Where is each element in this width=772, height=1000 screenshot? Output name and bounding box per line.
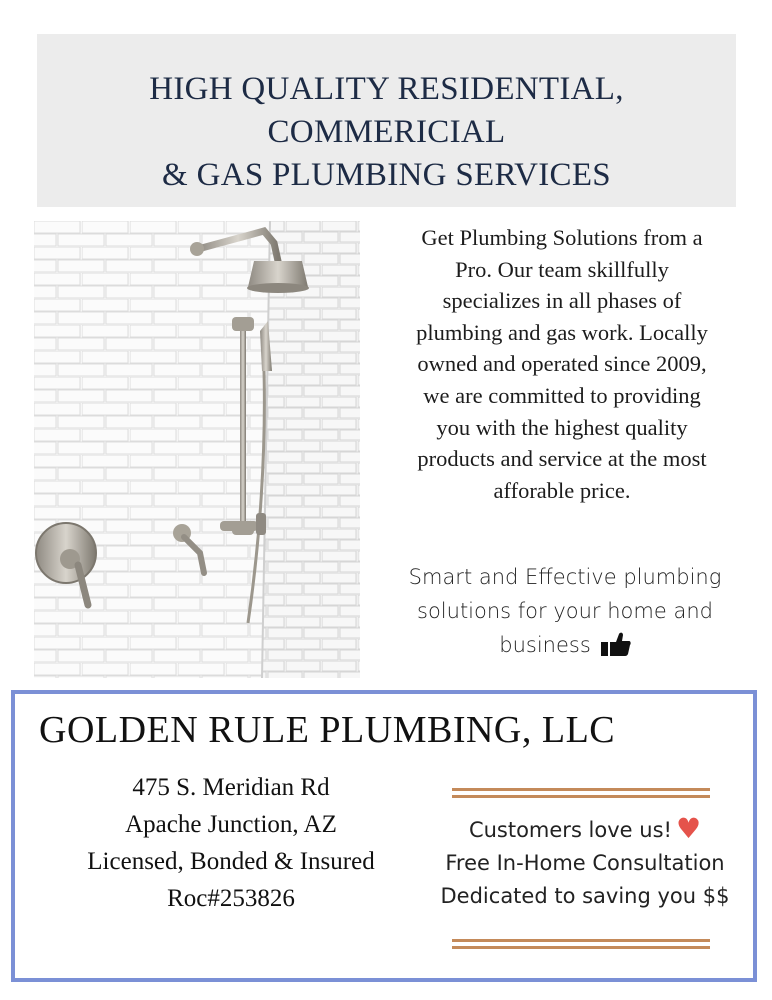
shower-photo (34, 221, 360, 678)
intro-line: you with the highest quality (436, 414, 688, 440)
headline (37, 68, 736, 197)
intro-line: Get Plumbing Solutions from a (421, 225, 703, 250)
tagline (380, 560, 750, 666)
perk-saving: Dedicated to saving you $$ (440, 884, 730, 908)
tagline-line-1: Smart and Effective plumbing (408, 565, 722, 589)
perk-free-consultation: Free In-Home Consultation (445, 851, 725, 875)
intro-line: afforable price. (493, 477, 631, 503)
credentials: Licensed, Bonded & Insured (87, 848, 375, 875)
intro-line: owned and operated since 2009, (417, 351, 707, 377)
intro-line: Pro. Our team skillfully (455, 256, 669, 282)
tagline-line-2: solutions for your home and (417, 599, 713, 623)
intro-line: plumbing and gas work. Locally (416, 319, 708, 345)
company-address (35, 769, 427, 917)
perk-customers-love: Customers love us! (468, 818, 672, 842)
company-name: GOLDEN RULE PLUMBING, LLC (39, 709, 616, 751)
perks (435, 814, 735, 913)
headline-line-2: & GAS PLUMBING SERVICES (162, 157, 611, 193)
company-info-box (11, 690, 757, 982)
headline-line-1: HIGH QUALITY RESIDENTIAL, COMMERICIAL (149, 71, 624, 150)
header-band (37, 34, 736, 207)
shower-photo-illustration (34, 221, 360, 678)
intro-line: specializes in all phases of (442, 288, 682, 314)
tagline-line-3: business (499, 633, 591, 657)
heart-icon: ♥ (675, 812, 702, 845)
top-divider (452, 788, 710, 802)
license-number: Roc#253826 (167, 885, 295, 912)
thumbs-up-icon (601, 632, 631, 666)
address-line-2: Apache Junction, AZ (125, 811, 337, 838)
bottom-divider (452, 939, 710, 953)
address-line-1: 475 S. Meridian Rd (132, 774, 330, 801)
intro-line: we are committed to providing (423, 382, 701, 408)
intro-line: products and service at the most (417, 446, 707, 472)
intro-text (372, 222, 752, 506)
